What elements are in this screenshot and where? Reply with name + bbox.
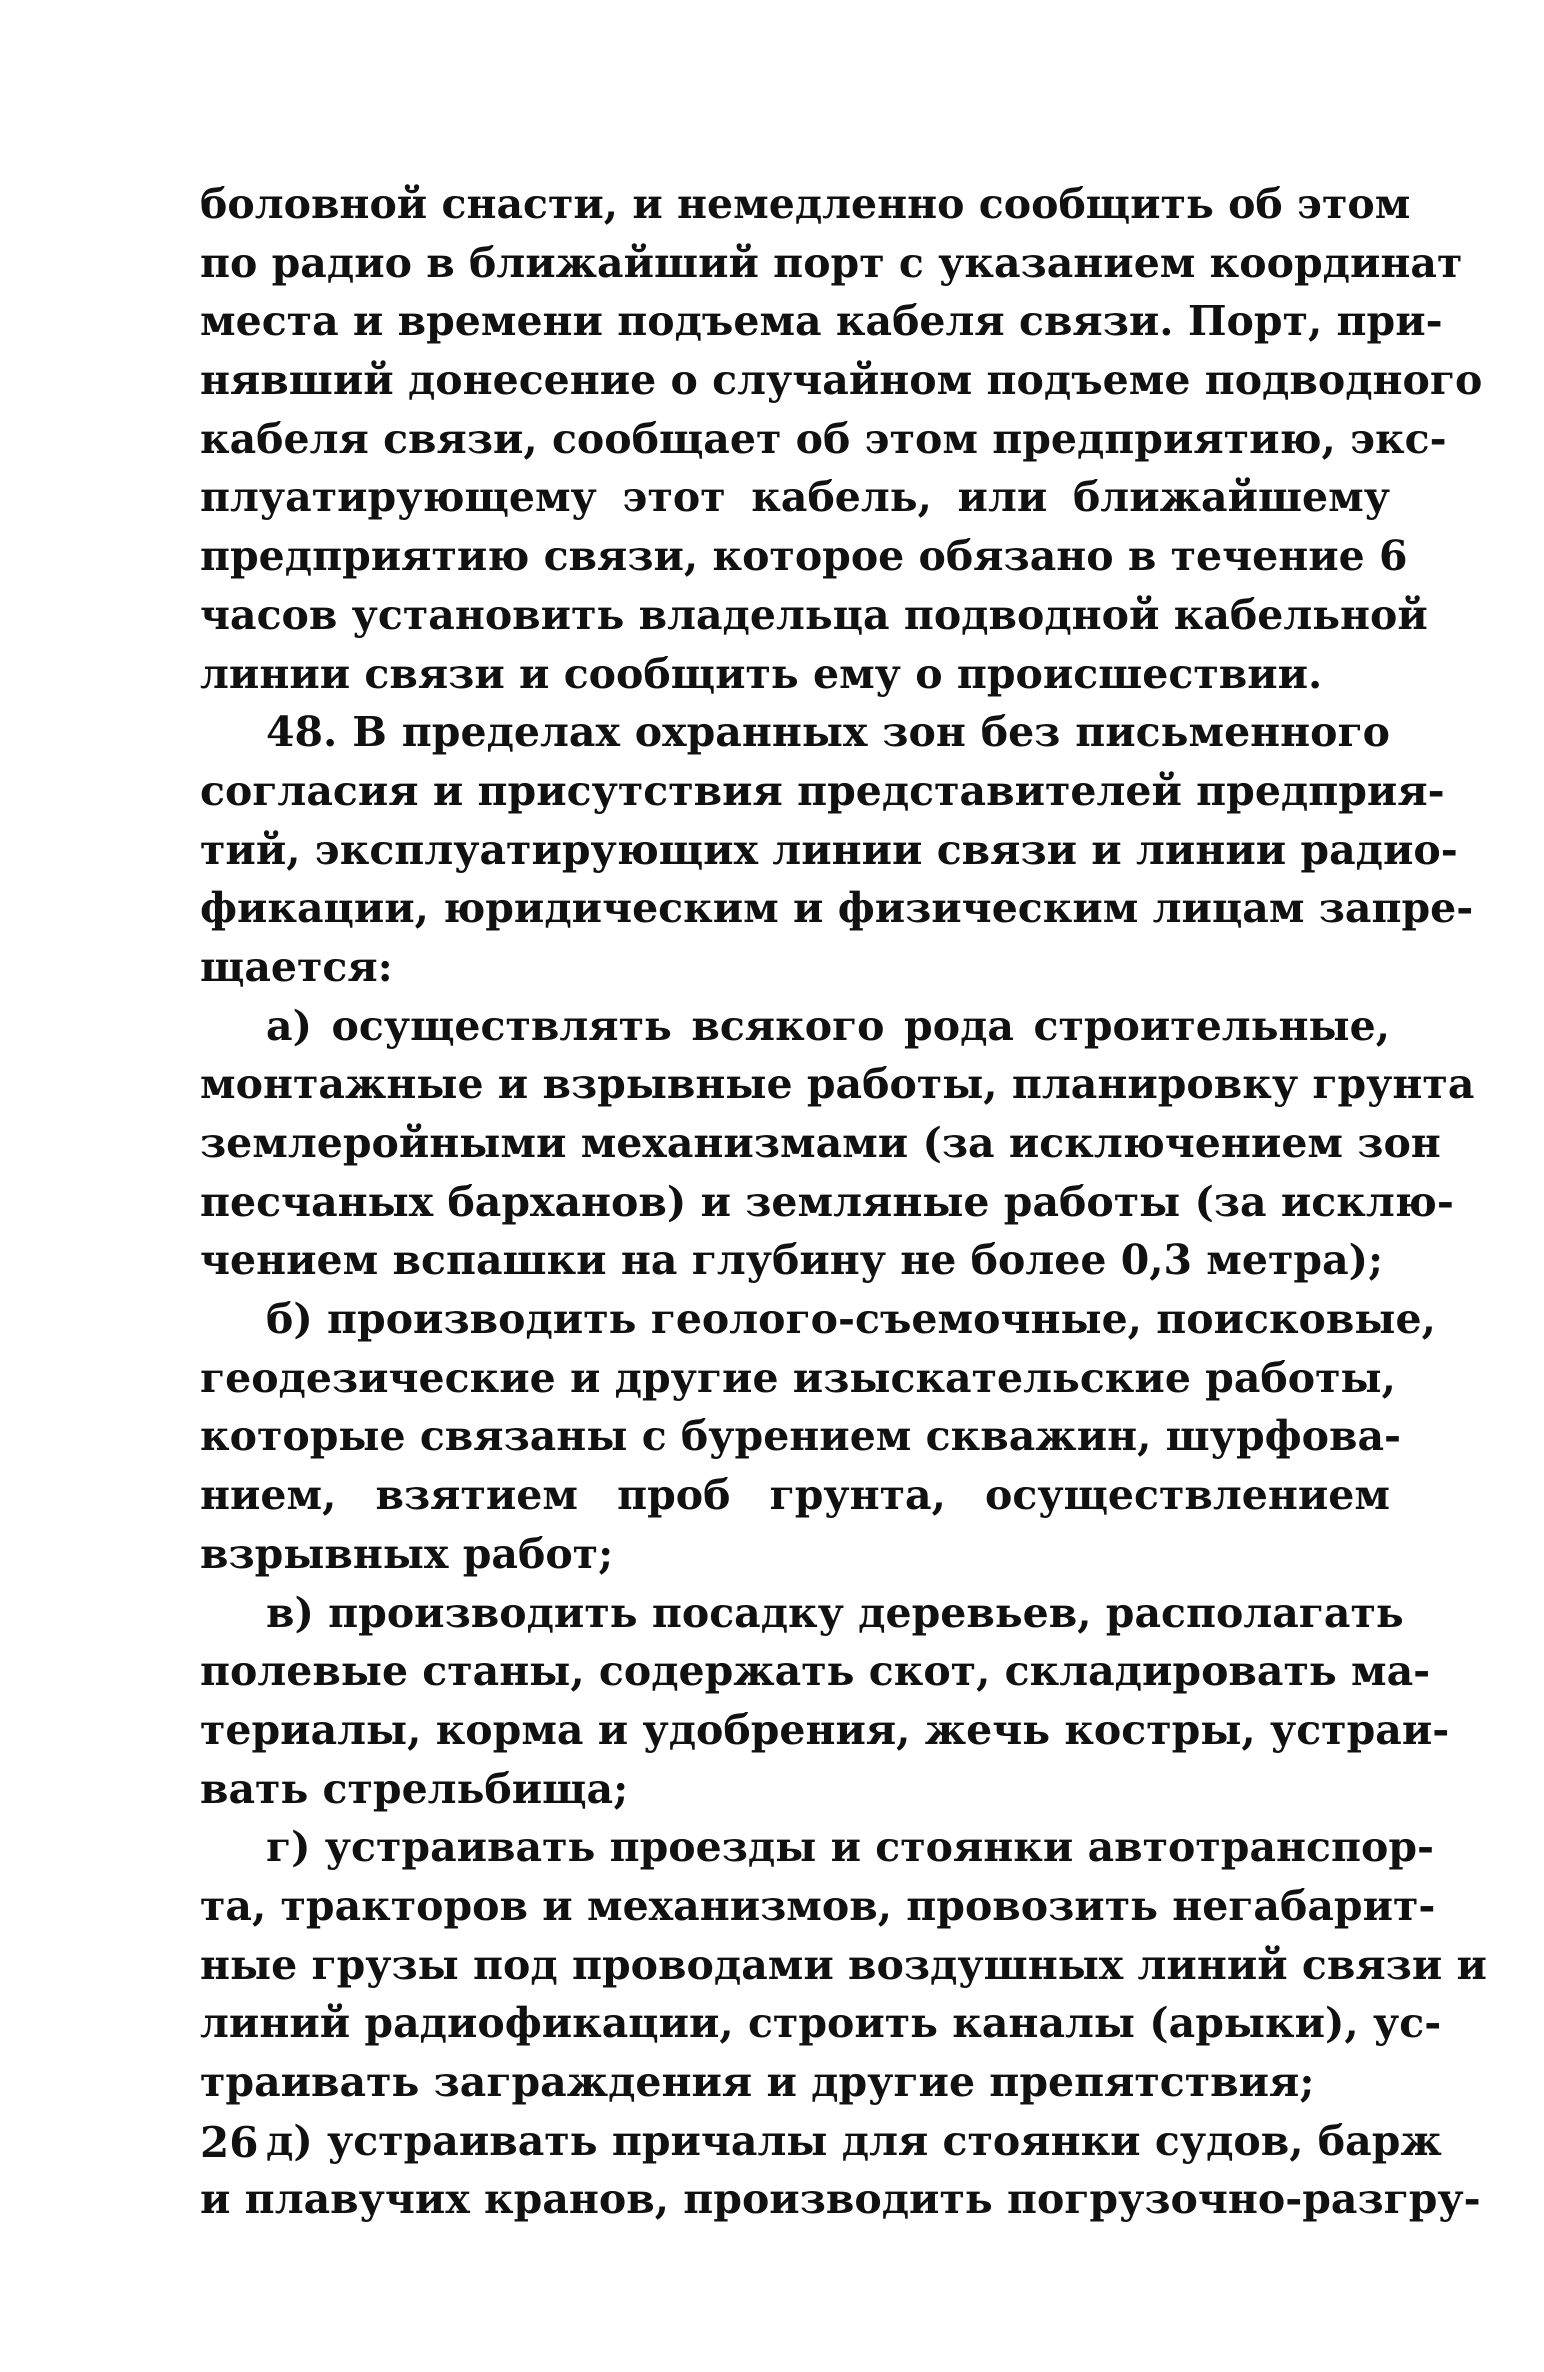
text-line: г) устраивать проезды и стоянки автотранспор-	[266, 1823, 1435, 1872]
text-line: монтажные и взрывные работы, планировку грунта	[200, 1060, 1475, 1109]
text-line: и плавучих кранов, производить погрузочно-разгру-	[200, 2175, 1481, 2224]
text-line: фикации, юридическим и физическим лицам запре-	[200, 884, 1474, 933]
text-line: вать стрельбища;	[200, 1764, 629, 1813]
text-line: б) производить геолого-съемочные, поисковые,	[266, 1295, 1436, 1344]
text-line: песчаных барханов) и земляные работы (за исклю-	[200, 1177, 1454, 1226]
text-line: полевые станы, содержать скот, складировать ма-	[200, 1647, 1431, 1696]
text-line: линии связи и сообщить ему о происшествии.	[200, 649, 1323, 698]
text-line: а) осуществлять всякого рода строительные,	[266, 1001, 1390, 1050]
text-line: кабеля связи, сообщает об этом предприятию, экс-	[200, 414, 1447, 463]
text-line: траивать заграждения и другие препятствия;	[200, 2058, 1315, 2106]
text-line: тий, эксплуатирующих линии связи и линии радио-	[200, 825, 1458, 874]
page-body	[200, 175, 1487, 2229]
text-line: места и времени подъема кабеля связи. Порт, при-	[200, 297, 1443, 346]
text-line: щается:	[200, 942, 393, 991]
text-line: геодезические и другие изыскательские работы,	[200, 1353, 1396, 1402]
page-number: 26	[200, 2118, 259, 2167]
text-line: предприятию связи, которое обязано в течение 6	[200, 532, 1408, 581]
text-line: нявший донесение о случайном подъеме подводного	[200, 356, 1483, 405]
text-line: согласия и присутствия представителей предприя-	[200, 766, 1445, 815]
text-line: чением вспашки на глубину не более 0,3 метра);	[200, 1236, 1384, 1285]
text-line: ные грузы под проводами воздушных линий связи и	[200, 1940, 1487, 1989]
text-line: та, тракторов и механизмов, провозить негабарит-	[200, 1881, 1436, 1930]
text-line: линий радиофикации, строить каналы (арыки), ус-	[200, 1999, 1442, 2048]
text-line: взрывных работ;	[200, 1529, 614, 1578]
text-line: землеройными механизмами (за исключением зон	[200, 1119, 1441, 1167]
text-line: боловной снасти, и немедленно сообщить об этом	[200, 180, 1411, 228]
text-line: часов установить владельца подводной кабельной	[200, 590, 1428, 639]
text-line: по радио в ближайший порт с указанием координат	[200, 238, 1463, 287]
text-line: нием, взятием проб грунта, осуществлением	[200, 1471, 1390, 1520]
text-line: которые связаны с бурением скважин, шурфова-	[200, 1412, 1402, 1461]
text-line: д) устраивать причалы для стоянки судов, барж	[266, 2116, 1442, 2165]
text-line: плуатирующему этот кабель, или ближайшему	[200, 473, 1390, 522]
text-line: в) производить посадку деревьев, располагать	[266, 1588, 1404, 1637]
text-line: 48. В пределах охранных зон без письменного	[266, 708, 1390, 757]
text-line: териалы, корма и удобрения, жечь костры, устраи-	[200, 1705, 1450, 1754]
